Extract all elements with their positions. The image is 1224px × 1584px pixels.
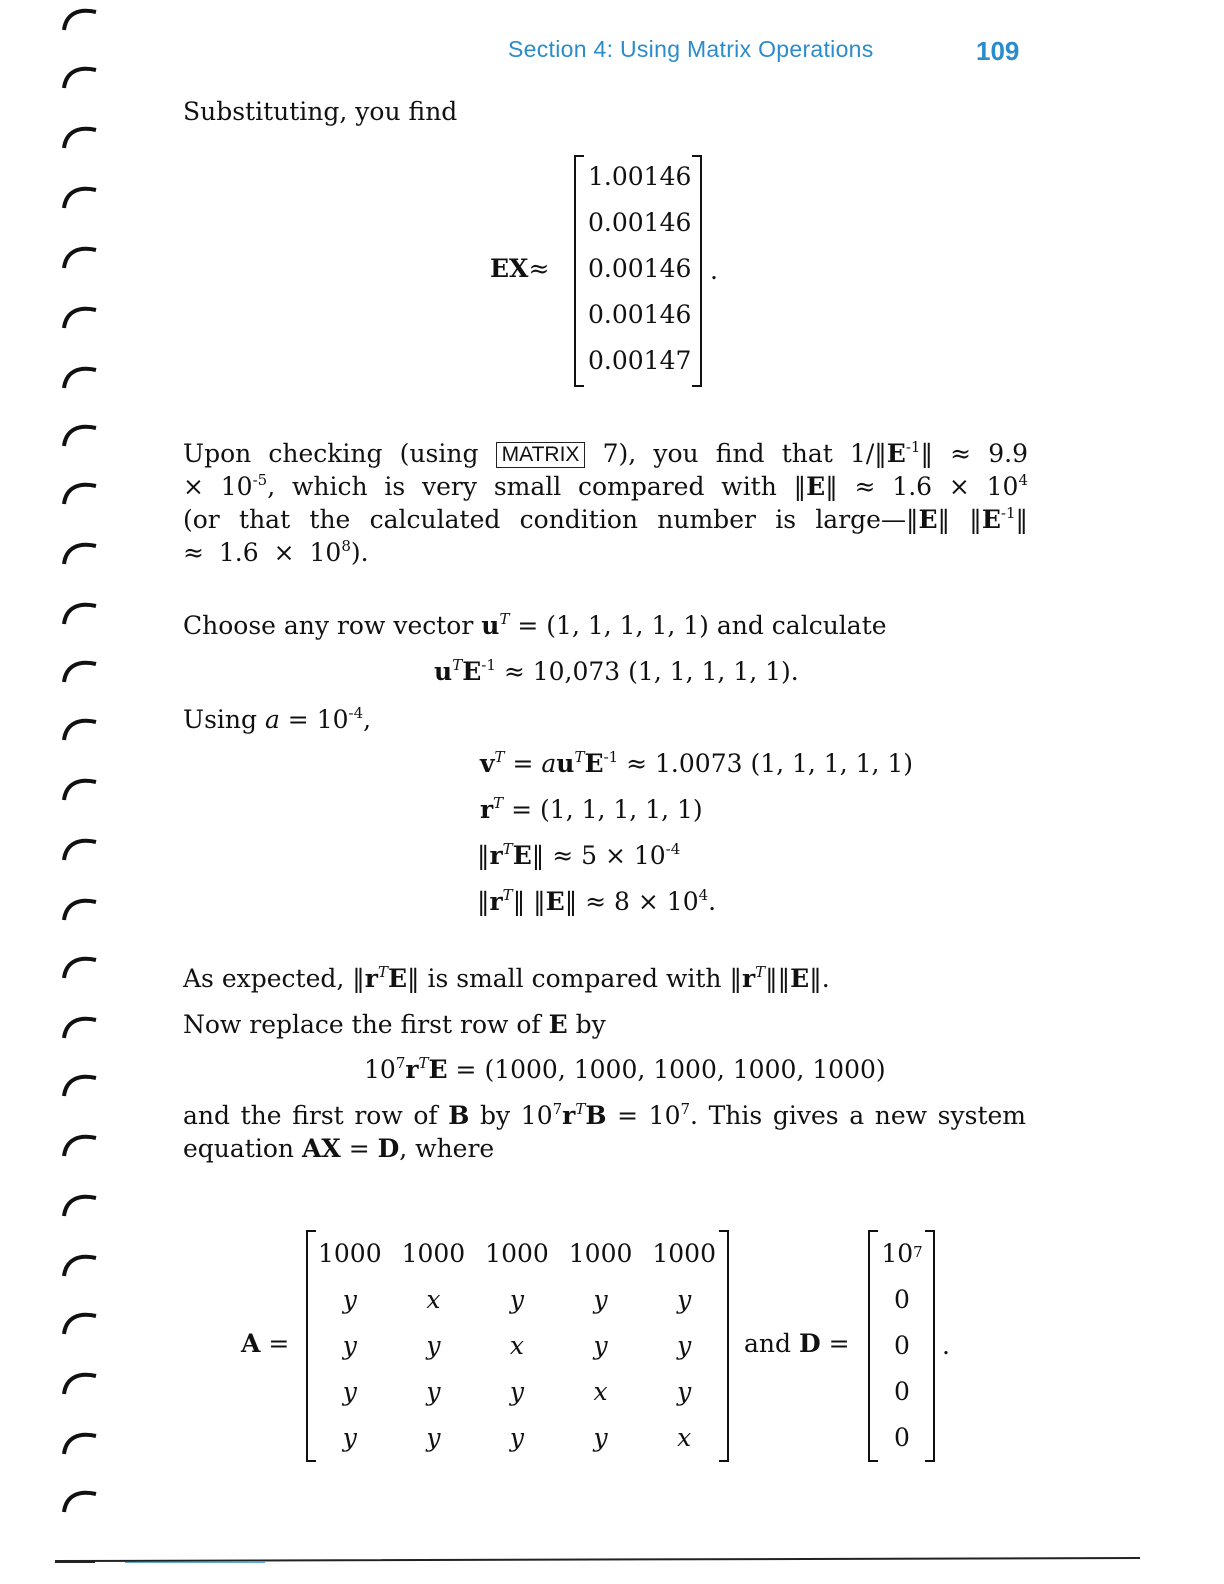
text-span: ≈ 10,073 (1, 1, 1, 1, 1). (495, 657, 799, 686)
matrix-a-cell: y (677, 1330, 692, 1360)
matrix-a-cell: y (426, 1376, 441, 1406)
approx-symbol: ≈ (528, 254, 550, 283)
binding-ring-icon (60, 1130, 100, 1160)
footer-rule (55, 1548, 1140, 1554)
text-span: ≈ 5 × 10 (544, 841, 666, 870)
transpose-mark: T (502, 839, 513, 858)
vector-symbol: u (434, 657, 453, 686)
matrix-a-cell: y (677, 1376, 692, 1406)
text-span: ‖ (477, 887, 490, 916)
text-span: ‖ (477, 841, 490, 870)
matrix-a-cell: 1000 (401, 1238, 466, 1268)
paragraph-substituting: Substituting, you find (183, 97, 458, 126)
ex-vector-left-bracket (574, 155, 584, 387)
text-span: (or that the calculated condition number is large—‖ (183, 505, 919, 534)
transpose-mark: T (755, 962, 766, 981)
matrix-symbol: E (545, 887, 565, 916)
binding-ring-icon (60, 1250, 100, 1280)
matrix-a-cell: 1000 (485, 1238, 549, 1268)
transpose-mark: T (452, 655, 463, 674)
equation-vt (480, 747, 913, 780)
matrix-a-grid (308, 1230, 726, 1460)
matrix-symbol: E (548, 1010, 568, 1039)
ex-vector (588, 160, 692, 377)
transpose-mark: T (575, 1099, 586, 1118)
binding-ring-icon (60, 4, 100, 34)
matrix-symbol: E (806, 472, 826, 501)
text-span: = (1000, 1000, 1000, 1000, 1000) (447, 1055, 886, 1084)
matrix-symbol: E (512, 841, 532, 870)
matrix-symbol: D (798, 1329, 821, 1358)
paragraph-using-a (183, 703, 371, 736)
transpose-mark: T (499, 609, 510, 628)
ex-vector-value: 0.00146 (588, 300, 692, 329)
binding-ring-icon (60, 1428, 100, 1458)
page-number: 109 (976, 36, 1020, 66)
binding-ring-icon (60, 834, 100, 864)
matrix-d-cell: 0 (894, 1376, 910, 1406)
matrix-symbol: E (428, 1055, 448, 1084)
text-span: . (708, 887, 717, 916)
matrix-a-cell: y (593, 1330, 608, 1360)
matrix-d-period: . (942, 1331, 950, 1360)
text-span: , where (399, 1134, 495, 1163)
matrix-symbol: E (918, 505, 938, 534)
text-span: by (567, 1010, 606, 1039)
exponent: -1 (603, 747, 619, 766)
matrix-symbol: AX (301, 1134, 341, 1163)
text-span: = 10 (279, 705, 349, 734)
text-span: = (268, 1329, 290, 1358)
matrix-symbol: E (387, 964, 408, 993)
matrix-a-cell: y (509, 1376, 525, 1406)
text-span: , (363, 705, 372, 734)
equation-norm-rte (477, 839, 680, 872)
ex-vector-value: 1.00146 (588, 162, 692, 191)
matrix-a-cell: y (509, 1422, 525, 1452)
matrix-a-cell: 1000 (568, 1238, 633, 1268)
matrix-symbol: E (462, 657, 482, 686)
text-span: ‖ is small compared with ‖ (407, 964, 742, 993)
vector-symbol: r (489, 841, 503, 870)
matrix-a-cell: y (593, 1422, 608, 1452)
binding-ring-icon (60, 478, 100, 508)
ex-vector-period: . (710, 256, 718, 285)
vector-symbol: u (481, 611, 500, 640)
text-span: ). (350, 538, 369, 567)
paragraph-first-row-b (183, 1099, 1026, 1165)
matrix-a-cell: x (426, 1284, 441, 1314)
matrix-a-cell: y (593, 1284, 608, 1314)
matrix-symbol: B (448, 1101, 470, 1130)
vector-symbol: u (556, 749, 575, 778)
text-span: ‖ (531, 841, 545, 870)
text-span: 10 (881, 1238, 914, 1268)
matrix-a-cell: x (509, 1330, 525, 1360)
text-span: = (1, 1, 1, 1, 1) (503, 795, 703, 824)
ex-vector-value: 0.00147 (588, 346, 692, 375)
binding-ring-icon (60, 62, 100, 92)
matrix-symbol: E (790, 964, 810, 993)
text-span: 7), you find that 1/‖ (585, 439, 887, 468)
matrix-a-cell: y (342, 1330, 357, 1360)
matrix-symbol: E (981, 505, 1001, 534)
text-span: = 10 (606, 1101, 681, 1130)
exponent: -4 (348, 703, 364, 722)
text-span: and the first row of (183, 1101, 449, 1130)
matrix-a-cell: x (593, 1376, 608, 1406)
matrix-a-cell: y (677, 1284, 692, 1314)
matrix-symbol: A (241, 1329, 261, 1358)
matrix-a-cell: 1000 (317, 1238, 382, 1268)
text-span: ‖ ≈ 8 × 10 (564, 887, 699, 916)
exponent: -1 (1000, 503, 1016, 522)
matrix-d-cell: 10 $^7$ (881, 1238, 923, 1268)
text-span: and (744, 1329, 799, 1358)
matrix-a-cell: y (342, 1284, 357, 1314)
ex-vector-right-bracket (692, 155, 702, 387)
text-span: ‖ ‖ (937, 505, 982, 534)
vector-symbol: r (489, 887, 503, 916)
ex-label: EX (490, 254, 529, 283)
matrix-a-cell: y (342, 1422, 357, 1452)
variable-symbol: a (264, 705, 280, 734)
vector-symbol: r (405, 1055, 419, 1084)
running-header: Section 4: Using Matrix Operations (508, 36, 874, 62)
binding-ring-icon (60, 1190, 100, 1220)
matrix-d-cell: 0 (894, 1422, 910, 1452)
text-span: Upon checking (using (183, 439, 496, 468)
text-span: ‖. (809, 964, 830, 993)
binding-ring-icon (60, 774, 100, 804)
exponent: -4 (665, 839, 681, 858)
exponent: 7 (680, 1099, 691, 1118)
exponent: 7 (395, 1053, 406, 1072)
ex-vector-value: 0.00146 (588, 254, 692, 283)
text-span: = (820, 1329, 850, 1358)
text-span: . This gives a new system equation (183, 1101, 1026, 1163)
text-span: ≈ 1.0073 (1, 1, 1, 1, 1) (618, 749, 914, 778)
matrix-d-cell: 0 (894, 1330, 910, 1360)
text-span: ‖ ≈ 1.6 × 10 (183, 505, 1028, 567)
matrix-a-cell: y (342, 1376, 357, 1406)
transpose-mark: T (418, 1053, 429, 1072)
binding-ring-icon (60, 420, 100, 450)
text-span: Choose any row vector (183, 611, 482, 640)
matrix-symbol: D (377, 1134, 400, 1163)
exponent: 4 (1018, 470, 1028, 489)
matrix-key: MATRIX (496, 442, 586, 468)
binding-ring-icon (60, 656, 100, 686)
exponent: 4 (698, 885, 709, 904)
paragraph-as-expected (183, 962, 830, 995)
binding-ring-icon (60, 1012, 100, 1042)
transpose-mark: T (494, 747, 505, 766)
vector-symbol: r (364, 964, 378, 993)
text-span: = (1, 1, 1, 1, 1) and calculate (509, 611, 887, 640)
matrix-d-cell: 0 (894, 1284, 910, 1314)
binding-ring-icon (60, 122, 100, 152)
text-span: = (504, 749, 542, 778)
text-span: ‖ ≈ 1.6 × 10 (825, 472, 1019, 501)
text-span: Now replace the first row of (183, 1010, 549, 1039)
matrix-a-cell: y (426, 1422, 441, 1452)
binding-ring-icon (60, 302, 100, 332)
equation-ute (434, 655, 799, 688)
transpose-mark: T (377, 962, 388, 981)
transpose-mark: T (493, 793, 504, 812)
paragraph-condition-check (183, 437, 1028, 569)
exponent: -5 (252, 470, 268, 489)
matrix-a-cell: y (509, 1284, 525, 1314)
text-span: , which is very small compared with ‖ (267, 472, 807, 501)
ex-vector-value: 0.00146 (588, 208, 692, 237)
matrix-symbol: E (584, 749, 604, 778)
binding-ring-icon (60, 1308, 100, 1338)
matrix-a-cell: 1000 (652, 1238, 716, 1268)
text-span: 10 (364, 1055, 396, 1084)
ex-equation-lhs (490, 252, 549, 285)
vector-symbol: r (562, 1101, 576, 1130)
equation-rt (480, 793, 703, 826)
vector-symbol: r (741, 964, 756, 993)
binding-ring-icon (60, 362, 100, 392)
matrix-a-label (241, 1327, 289, 1360)
paragraph-choose-vector (183, 609, 887, 642)
binding-ring-icon (60, 242, 100, 272)
text-span: ‖‖ (765, 964, 791, 993)
matrix-a-cell: y (426, 1330, 441, 1360)
vector-symbol: v (480, 749, 495, 778)
matrix-symbol: E (886, 439, 906, 468)
binding-ring-icon (60, 1368, 100, 1398)
text-span: by 10 (469, 1101, 553, 1130)
text-span: = (340, 1134, 378, 1163)
exponent: 8 (341, 536, 351, 555)
binding-ring-icon (60, 1070, 100, 1100)
vector-symbol: r (480, 795, 494, 824)
binding-ring-icon (60, 1486, 100, 1516)
text-span: ‖ ‖ (512, 887, 546, 916)
matrix-symbol: B (585, 1101, 607, 1130)
transpose-mark: T (574, 747, 585, 766)
text-span: Using (183, 705, 265, 734)
matrix-d-label (744, 1327, 850, 1360)
text-span: ‖ ≈ 9.9 × 10 (183, 439, 1029, 501)
text-span: As expected, ‖ (183, 964, 365, 993)
paragraph-now-replace (183, 1008, 606, 1041)
exponent: -1 (481, 655, 496, 674)
binding-ring-icon (60, 894, 100, 924)
transpose-mark: T (502, 885, 513, 904)
binding-ring-icon (60, 952, 100, 982)
equation-first-row (364, 1053, 886, 1086)
matrix-a-cell: x (677, 1422, 692, 1452)
equation-norm-product (477, 885, 716, 918)
matrix-d-grid (872, 1230, 932, 1460)
exponent: 7 (552, 1099, 563, 1118)
binding-ring-icon (60, 598, 100, 628)
binding-ring-icon (60, 182, 100, 212)
binding-ring-icon (60, 538, 100, 568)
exponent: -1 (905, 437, 921, 456)
binding-ring-icon (60, 714, 100, 744)
variable-symbol: a (541, 749, 557, 778)
